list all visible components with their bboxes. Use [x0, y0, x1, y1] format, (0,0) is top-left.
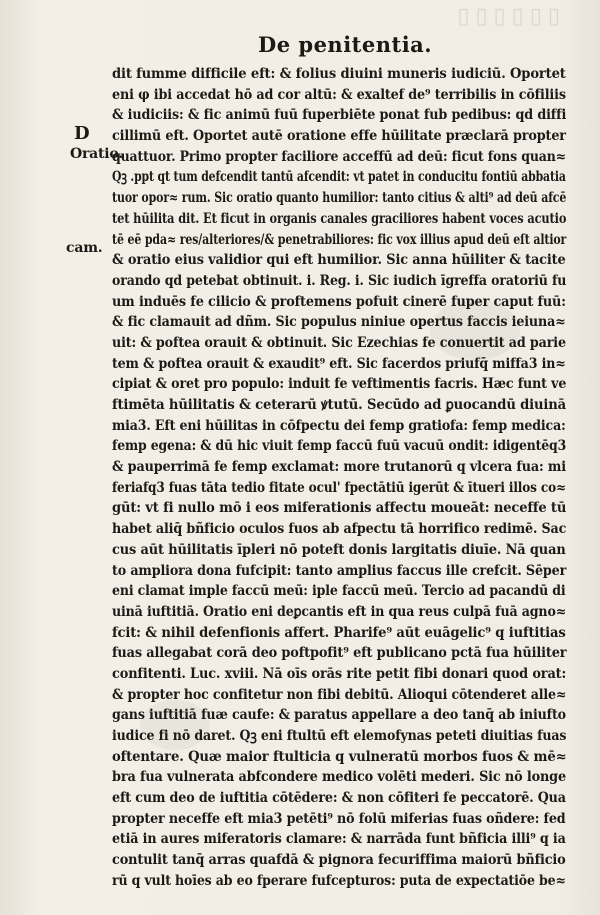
text-line: oftentare. Quæ maior ftulticia q vulneratū morbos fuos & mē≈ — [112, 748, 567, 765]
text-line: cus aūt hūilitatis īpleri nō poteft donis largitatis diuīe. Nā quan — [112, 541, 566, 558]
text-line: gans iuftitiā fuæ caufe: & paratus appellare a deo tanq̄ ab iniufto — [112, 707, 566, 724]
margin-note-cam: cam. — [66, 240, 103, 256]
text-line: uit: & poftea orauit & obtinuit. Sic Ezechias fe conuertit ad parie — [112, 334, 566, 351]
bleed-through-header: ▯▯▯▯▯▯ — [451, 4, 560, 29]
text-line: eni φ ibi accedat hō ad cor altū: & exaltef de⁹ terribilis in cōfiliis — [112, 86, 566, 103]
text-line: contulit tanq̄ arras quafdā & pignora fecuriffima maiorū bñficio — [112, 852, 566, 869]
text-line: quattuor. Primo propter faciliore acceffū ad deū: ficut fons quan≈ — [112, 148, 567, 165]
text-line: femp egena: & dū hic viuit femp faccū fuū vacuū ondit: idigentēq3 — [112, 438, 567, 455]
text-line: cipiat & oret pro populo: induit fe veftimentis facris. Hæc funt ve — [112, 376, 567, 393]
text-line: eft cum deo de iuftitia cōtēdere: & non cōfiteri fe peccatorē. Qua — [112, 790, 566, 807]
text-line: cillimū eft. Oportet autē oratione effe hūilitate præclarā propter — [112, 128, 566, 145]
text-line: fuas allegabat corā deo poftpofit⁹ eft publicano pctā fua hūiliter — [112, 645, 567, 662]
text-line: fcit: & nihil defenfionis affert. Pharife⁹ aūt euāgelic⁹ q iuftitias — [112, 624, 566, 641]
text-line: & iudiciis: & fic animū fuū fuperbiēte ponat fub pedibus: qd diffi — [112, 107, 567, 124]
text-line: gūt: vt fi nullo mō i eos miferationis affectu moueāt: neceffe tū — [112, 500, 567, 517]
text-line: dit fumme difficile eft: & folius diuini muneris iudiciū. Oportet — [112, 66, 566, 82]
text-line: confitenti. Luc. xviii. Nā oīs orās rite petit fibi donari quod orat: — [112, 665, 567, 682]
text-line: um induēs fe cilicio & proftemens pofuit cinerē fuper caput fuū: — [112, 293, 566, 310]
text-line: Qꝫ .ppt qt tum defcendit tantū afcendit: vt patet in conducitu fontiū abbatia — [112, 169, 566, 186]
text-line: mia3. Eft eni hūilitas in cōfpectu dei femp gratiofa: femp medica: — [112, 417, 566, 434]
running-head: De penitentia. — [258, 32, 433, 57]
text-line: ftimēta hūilitatis & ceterarū ꝟtutū. Secūdo ad ꝑuocandū diuinā — [112, 397, 567, 413]
text-line: & pauperrimā fe femp exclamat: more trutanorū q vlcera fua: mi — [112, 459, 566, 476]
text-line: to ampliora dona fufcipit: tanto amplius faccus ille crefcit. Sēper — [112, 562, 567, 579]
text-line: tuor opor≈ rum. Sic oratio quanto humilior: tanto citius & alti⁹ ad deū afcē — [112, 190, 567, 207]
margin-initial-letter: D — [74, 123, 90, 144]
text-line: & oratio eius validior qui eft humilior. Sic anna hūiliter & tacite — [112, 252, 566, 269]
text-line: etiā in aures miferatoris clamare: & narrāda funt bñficia illi⁹ q ia — [112, 831, 566, 848]
text-line: & propter hoc confitetur non fibi debitū. Alioqui cōtenderet alle≈ — [112, 686, 567, 703]
text-line: propter neceffe eft mia3 petēti⁹ nō folū miferias fuas oñdere: fed — [112, 810, 566, 827]
text-line: rū q vult hoīes ab eo fperare fufcepturos: puta de expectatiōe be≈ — [112, 872, 566, 889]
margin-note-oratio: Oratio. — [70, 146, 123, 162]
text-line: bra fua vulnerata abfcondere medico volēti mederi. Sic nō longe — [112, 769, 567, 786]
text-line: eni clamat imple faccū meū: iple faccū meū. Tercio ad pacandū di — [112, 583, 566, 600]
text-line: orando qd petebat obtinuit. i. Reg. i. Sic iudich īgreffa oratoriū fu — [112, 272, 567, 289]
text-line: iudice fi nō daret. Qꝫ eni ftultū eft elemofynas peteti diuitias fuas — [112, 728, 567, 744]
text-line: tē eē pda≈ res/alteriores/& penetrabiliores: fic vox illius apud deū eſt altior — [112, 231, 567, 248]
text-line: tem & poftea orauit & exaudit⁹ eft. Sic facerdos priufq̄ miffa3 in≈ — [112, 355, 566, 372]
text-line: uinā iuftitiā. Oratio eni deꝑcantis eft in qua reus culpā fuā agno≈ — [112, 603, 567, 620]
text-line: & fic clamauit ad dñm. Sic populus niniue opertus faccis ieiuna≈ — [112, 314, 566, 331]
text-line: habet aliq̄ bñficio oculos fuos ab afpectu tā horrifico redimē. Sac — [112, 521, 567, 538]
body-text-column — [112, 64, 566, 892]
text-line: tet hūilita dit. Et ficut in organis canales graciliores habent voces acutio — [112, 210, 567, 227]
text-line: feriafq3 fuas tāta tedio fitate ocul' fpectātiū igerūt & ītueri illos co≈ — [112, 479, 567, 496]
